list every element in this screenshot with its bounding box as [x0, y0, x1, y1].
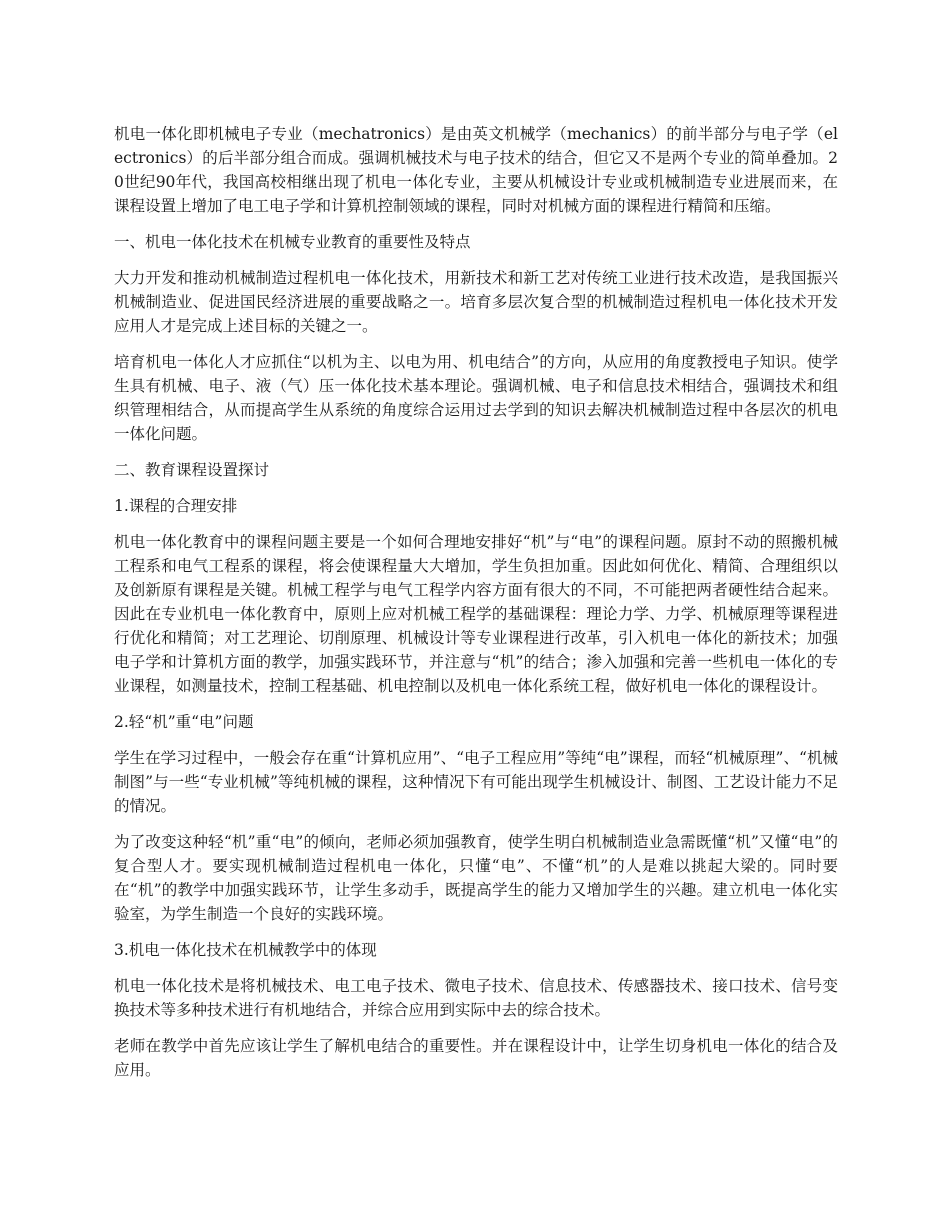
paragraph-importance-2: 培育机电一体化人才应抓住“以机为主、以电为用、机电结合”的方向，从应用的角度教授电子知识。使学生具有机械、电子、液（气）压一体化技术基本理论。强调机械、电子和信息技术相结合，强调技术和组织管理相结合，从而提高学生从系统的角度综合运用过去学到的知识去解决机械制造过程中各层次的机电一体化问题。 [114, 353, 838, 443]
paragraph-intro: 机电一体化即机械电子专业（mechatronics）是由英文机械学（mechanics）的前半部分与电子学（electronics）的后半部分组合而成。强调机械技术与电子技术的结合，但它又不是两个专业的简单叠加。20世纪90年代，我国高校相继出现了机电一体化专业，主要从机械设计专业或机械制造专业进展而来，在课程设置上增加了电工电子学和计算机控制领域的课程，同时对机械方面的课程进行精简和压缩。 [114, 125, 838, 215]
paragraph-bias-2: 为了改变这种轻“机”重“电”的倾向，老师必须加强教育，使学生明白机械制造业急需既懂“机”又懂“电”的复合型人才。要实现机械制造过程机电一体化，只懂“电”、不懂“机”的人是难以挑起大梁的。同时要在“机”的教学中加强实践环节，让学生多动手，既提高学生的能力又增加学生的兴趣。建立机电一体化实验室，为学生制造一个良好的实践环境。 [114, 833, 838, 923]
subsection-heading-3: 3.机电一体化技术在机械教学中的体现 [114, 941, 377, 959]
paragraph-technology-2: 老师在教学中首先应该让学生了解机电结合的重要性。并在课程设计中，让学生切身机电一体化的结合及应用。 [114, 1037, 838, 1079]
paragraph-course-arrangement: 机电一体化教育中的课程问题主要是一个如何合理地安排好“机”与“电”的课程问题。原封不动的照搬机械工程系和电气工程系的课程，将会使课程量大大增加，学生负担加重。因此如何优化、精简、合理组织以及创新原有课程是关键。机械工程学与电气工程学内容方面有很大的不同，不可能把两者硬性结合起来。因此在专业机电一体化教育中，原则上应对机械工程学的基础课程：理论力学、力学、机械原理等课程进行优化和精简；对工艺理论、切削原理、机械设计等专业课程进行改革，引入机电一体化的新技术；加强电子学和计算机方面的教学，加强实践环节，并注意与“机”的结合；渗入加强和完善一些机电一体化的专业课程，如测量技术，控制工程基础、机电控制以及机电一体化系统工程，做好机电一体化的课程设计。 [114, 533, 838, 695]
paragraph-importance-1: 大力开发和推动机械制造过程机电一体化技术，用新技术和新工艺对传统工业进行技术改造，是我国振兴机械制造业、促进国民经济进展的重要战略之一。培育多层次复合型的机械制造过程机电一体化技术开发应用人才是完成上述目标的关键之一。 [114, 269, 838, 335]
section-heading-2: 二、教育课程设置探讨 [114, 461, 270, 479]
subsection-heading-1: 1.课程的合理安排 [114, 497, 238, 515]
paragraph-technology-1: 机电一体化技术是将机械技术、电工电子技术、微电子技术、信息技术、传感器技术、接口技术、信号变换技术等多种技术进行有机地结合，并综合应用到实际中去的综合技术。 [114, 977, 838, 1019]
paragraph-bias-1: 学生在学习过程中，一般会存在重“计算机应用”、“电子工程应用”等纯“电”课程，而轻“机械原理”、“机械制图”与一些“专业机械”等纯机械的课程，这种情况下有可能出现学生机械设计、制图、工艺设计能力不足的情况。 [114, 749, 838, 815]
section-heading-1: 一、机电一体化技术在机械专业教育的重要性及特点 [114, 233, 471, 251]
subsection-heading-2: 2.轻“机”重“电”问题 [114, 713, 254, 731]
